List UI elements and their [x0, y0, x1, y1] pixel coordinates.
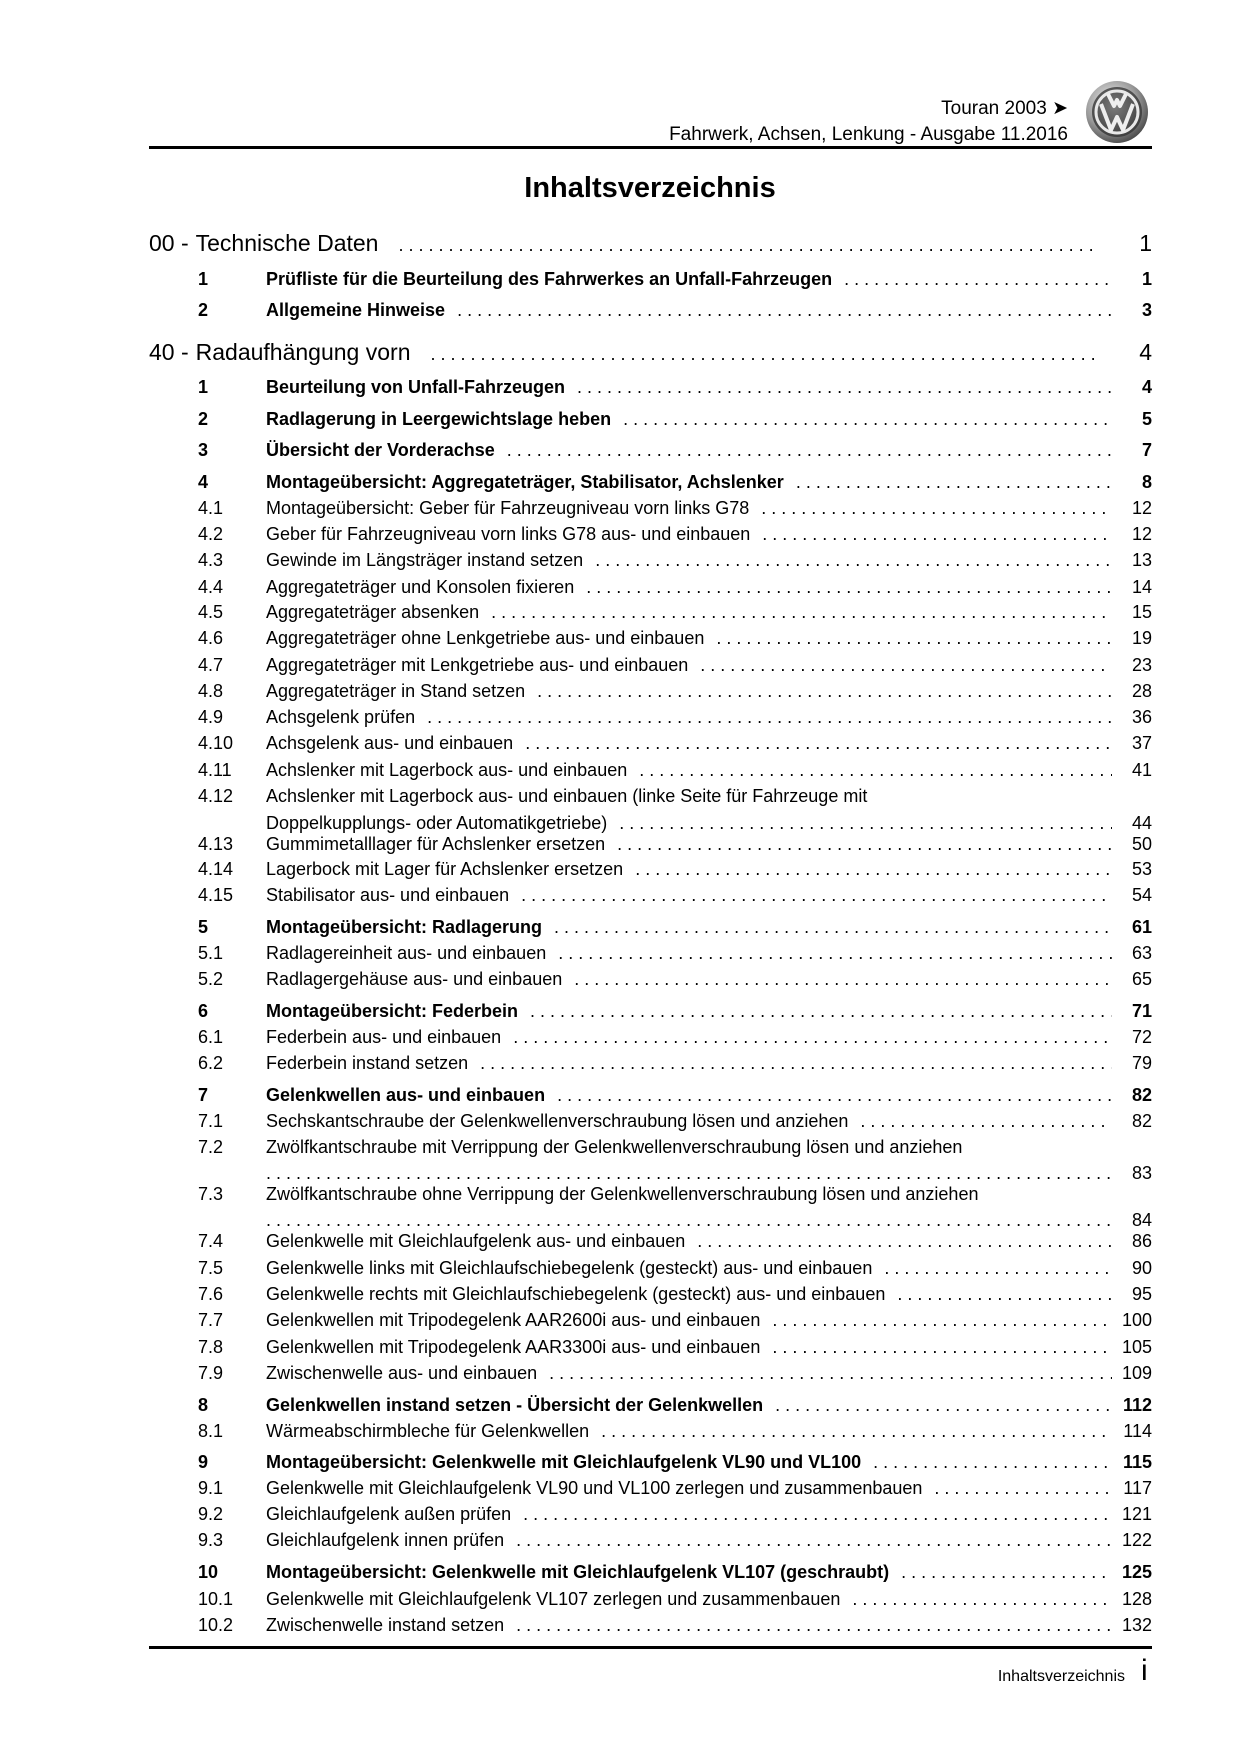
toc-subsection[interactable] [149, 1108, 1152, 1134]
toc-entry-number: 7.5 [198, 1258, 224, 1278]
toc-entry-title: Gewinde im Längsträger instand setzen [266, 550, 584, 570]
toc-entry-number: 4.9 [198, 707, 224, 727]
toc-subsection[interactable] [149, 521, 1152, 547]
toc-subsection[interactable] [149, 1024, 1152, 1050]
dot-leader [516, 1527, 1112, 1553]
dot-leader [860, 1108, 1112, 1134]
toc-entry-page: 83 [1131, 1163, 1152, 1183]
toc-entry-number: 4.11 [198, 760, 232, 780]
toc-subsection[interactable] [149, 940, 1152, 966]
toc-subsection[interactable] [149, 1360, 1152, 1386]
toc-entry-page: 41 [1131, 760, 1152, 780]
dot-leader [549, 1360, 1112, 1386]
toc-entry-number: 4.2 [198, 524, 224, 544]
toc-subsection[interactable] [149, 1281, 1152, 1307]
toc-entry-page: 4 [1139, 339, 1152, 365]
footer-section: Inhaltsverzeichnis [997, 1668, 1125, 1685]
toc-entry-number: 6.1 [198, 1027, 224, 1047]
toc-entry-title: Montageübersicht: Gelenkwelle mit Gleichlaufgelenk VL107 (geschraubt) [266, 1562, 890, 1582]
toc-entry-number: 5.2 [198, 969, 224, 989]
dot-leader [897, 1281, 1112, 1307]
dot-leader [761, 495, 1112, 521]
toc-entry-number: 40 - [149, 339, 189, 365]
dot-leader [716, 625, 1112, 651]
toc-entry-number: 7.9 [198, 1363, 224, 1383]
dot-leader [796, 469, 1112, 495]
toc-section[interactable] [149, 437, 1152, 463]
dot-leader [480, 1050, 1112, 1076]
toc-entry-number: 10 [198, 1562, 219, 1582]
toc-entry-title: Zwölfkantschraube mit Verrippung der Gelenkwellenverschraubung lösen und anziehen [266, 1137, 963, 1157]
toc-entry-title: Radlagerung in Leergewichtslage heben [266, 409, 612, 429]
toc-section[interactable] [149, 1559, 1152, 1585]
toc-entry-number: 4.4 [198, 577, 224, 597]
toc-subsection[interactable] [149, 966, 1152, 992]
toc-entry-title: Übersicht der Vorderachse [266, 440, 495, 460]
toc-entry-title: Aggregateträger und Konsolen fixieren [266, 577, 575, 597]
toc-entry-page: 14 [1131, 577, 1152, 597]
page-title: Inhaltsverzeichnis [524, 172, 776, 204]
toc-entry-title: Geber für Fahrzeugniveau vorn links G78 aus- und einbauen [266, 524, 751, 544]
footer-page-number: i [1141, 1654, 1148, 1687]
toc-entry-number: 1 [198, 269, 209, 289]
toc-entry-title: Gelenkwelle rechts mit Gleichlaufschiebegelenk (gesteckt) aus- und einbauen [266, 1284, 886, 1304]
toc-entry-title: Aggregateträger absenken [266, 602, 480, 622]
toc-entry-title: Radlagergehäuse aus- und einbauen [266, 969, 563, 989]
toc-entry-title: Aggregateträger mit Lenkgetriebe aus- und einbauen [266, 655, 689, 675]
dot-leader [601, 1418, 1112, 1444]
toc-subsection[interactable] [149, 831, 1152, 857]
toc-entry-page: 63 [1131, 943, 1152, 963]
toc-entry-title: Federbein aus- und einbauen [266, 1027, 502, 1047]
dot-leader [762, 521, 1112, 547]
toc-chapter[interactable] [149, 228, 1152, 258]
toc-entry-page: 12 [1131, 524, 1152, 544]
toc-entry-number: 3 [198, 440, 209, 460]
toc-section[interactable] [149, 374, 1152, 400]
toc-entry-title: Gelenkwelle mit Gleichlaufgelenk aus- und einbauen [266, 1231, 686, 1251]
toc-entry-title: Gelenkwelle mit Gleichlaufgelenk VL90 und VL100 zerlegen und zusammenbauen [266, 1478, 923, 1498]
toc-entry-number: 7.4 [198, 1231, 224, 1251]
toc-entry-title: Gelenkwellen mit Tripodegelenk AAR2600i aus- und einbauen [266, 1310, 761, 1330]
toc-section[interactable] [149, 1392, 1152, 1418]
toc-entry-number: 7.7 [198, 1310, 224, 1330]
toc-entry-number: 7.1 [198, 1111, 224, 1131]
toc-entry-number: 9.2 [198, 1504, 224, 1524]
toc-entry-page: 23 [1131, 655, 1152, 675]
toc-subsection[interactable] [149, 1586, 1152, 1612]
toc-entry-page: 12 [1131, 498, 1152, 518]
toc-entry-page: 37 [1131, 733, 1152, 753]
dot-leader [852, 1586, 1112, 1612]
toc-subsection[interactable] [149, 1255, 1152, 1281]
toc-entry-page: 5 [1141, 409, 1152, 429]
toc-entry-title: Prüfliste für die Beurteilung des Fahrwerkes an Unfall-Fahrzeugen [266, 269, 833, 289]
toc-entry-number: 4.1 [198, 498, 224, 518]
footer-rule [149, 1646, 1152, 1649]
toc-entry-title: Gelenkwellen mit Tripodegelenk AAR3300i aus- und einbauen [266, 1337, 761, 1357]
toc-entry-number: 4.10 [198, 733, 234, 753]
toc-entry-page: 71 [1131, 1001, 1152, 1021]
toc-entry-number: 9 [198, 1452, 209, 1472]
toc-entry-page: 105 [1121, 1337, 1152, 1357]
toc-entry-title: Zwölfkantschraube ohne Verrippung der Gelenkwellenverschraubung lösen und anziehen [266, 1184, 979, 1204]
dot-leader [557, 1082, 1112, 1108]
toc-entry-title: Gelenkwelle links mit Gleichlaufschiebegelenk (gesteckt) aus- und einbauen [266, 1258, 873, 1278]
dot-leader [901, 1559, 1112, 1585]
toc-entry-page: 125 [1121, 1562, 1152, 1582]
dot-leader [457, 297, 1112, 323]
toc-entry-title: Gummimetalllager für Achslenker ersetzen [266, 834, 606, 854]
dot-leader [537, 678, 1112, 704]
toc-entry-title: Aggregateträger ohne Lenkgetriebe aus- und einbauen [266, 628, 705, 648]
dot-leader [577, 374, 1112, 400]
toc-entry-page: 72 [1131, 1027, 1152, 1047]
toc-entry-number: 5.1 [198, 943, 224, 963]
toc-entry-page: 65 [1131, 969, 1152, 989]
toc-entry-title: Sechskantschraube der Gelenkwellenverschraubung lösen und anziehen [266, 1111, 849, 1131]
toc-entry-page: 44 [1131, 813, 1152, 833]
toc-entry-page: 79 [1131, 1053, 1152, 1073]
dot-leader [516, 1612, 1112, 1638]
toc-entry-number: 2 [198, 409, 209, 429]
toc-section[interactable] [149, 998, 1152, 1024]
toc-entry-number: 7 [198, 1085, 209, 1105]
toc-entry-title: Radlagereinheit aus- und einbauen [266, 943, 547, 963]
toc-subsection[interactable] [149, 1307, 1152, 1333]
toc-entry-number: 9.1 [198, 1478, 224, 1498]
toc-entry-title: Allgemeine Hinweise [266, 300, 446, 320]
toc-subsection[interactable] [149, 599, 1152, 625]
toc-entry-number: 4.6 [198, 628, 224, 648]
toc-entry-page: 117 [1123, 1478, 1152, 1498]
toc-entry-page: 13 [1131, 550, 1152, 570]
toc-entry-page: 109 [1121, 1363, 1152, 1383]
toc-subsection[interactable] [149, 574, 1152, 600]
toc-subsection[interactable] [149, 730, 1152, 756]
dot-leader [554, 914, 1112, 940]
toc-entry-number: 4.3 [198, 550, 224, 570]
toc-entry-page: 36 [1131, 707, 1152, 727]
toc-entry-number: 4.7 [198, 655, 224, 675]
dot-leader [398, 230, 1096, 260]
toc-entry-title: Achsgelenk aus- und einbauen [266, 733, 514, 753]
toc-subsection[interactable] [149, 856, 1152, 882]
dot-leader [934, 1475, 1112, 1501]
toc-entry-number: 4.13 [198, 834, 234, 854]
dot-leader [873, 1449, 1112, 1475]
toc-subsection[interactable] [149, 625, 1152, 651]
toc-entry-page: 114 [1123, 1421, 1152, 1441]
toc-entry-title: Federbein instand setzen [266, 1053, 469, 1073]
toc-entry-title: Gleichlaufgelenk innen prüfen [266, 1530, 505, 1550]
toc-entry-number: 4.14 [198, 859, 234, 879]
toc-entry-page: 132 [1121, 1615, 1152, 1635]
toc-entry-page: 100 [1121, 1310, 1152, 1330]
toc-subsection[interactable] [149, 495, 1152, 521]
toc-entry-title: Gelenkwellen aus- und einbauen [266, 1085, 546, 1105]
toc-entry-number: 4.12 [198, 786, 234, 806]
toc-entry-page: 53 [1131, 859, 1152, 879]
toc-subsection[interactable] [149, 1418, 1152, 1444]
toc-entry-title: Gelenkwellen instand setzen - Übersicht der Gelenkwellen [266, 1395, 764, 1415]
toc-entry-number: 7.6 [198, 1284, 224, 1304]
toc-entry-title: Montageübersicht: Geber für Fahrzeugniveau vorn links G78 [266, 498, 750, 518]
header-model: Touran 2003 ➤ [941, 98, 1068, 119]
toc-entry-page: 82 [1131, 1085, 1152, 1105]
toc-entry-number: 1 [198, 377, 209, 397]
toc-entry-page: 84 [1131, 1210, 1152, 1230]
toc-entry-title: Beurteilung von Unfall-Fahrzeugen [266, 377, 566, 397]
dot-leader [884, 1255, 1112, 1281]
toc-entry-page: 7 [1141, 440, 1152, 460]
toc-entry-title: Montageübersicht: Aggregateträger, Stabilisator, Achslenker [266, 472, 784, 492]
toc-entry-number: 6.2 [198, 1053, 224, 1073]
toc-subsection[interactable] [149, 1475, 1152, 1501]
toc-entry-title: Lagerbock mit Lager für Achslenker ersetzen [266, 859, 624, 879]
dot-leader [772, 1334, 1112, 1360]
toc-entry-page: 82 [1131, 1111, 1152, 1131]
toc-entry-page: 54 [1131, 885, 1152, 905]
toc-section[interactable] [149, 406, 1152, 432]
toc-entry-number: 10.2 [198, 1615, 234, 1635]
toc-entry-page: 61 [1131, 917, 1152, 937]
toc-entry-number: 4.5 [198, 602, 224, 622]
toc-entry-title: Radaufhängung vorn [195, 339, 411, 365]
toc-entry-number: 5 [198, 917, 209, 937]
toc-entry-page: 19 [1131, 628, 1152, 648]
toc-entry-page: 115 [1122, 1452, 1152, 1472]
toc-section[interactable] [149, 297, 1152, 323]
toc-entry-page: 121 [1121, 1504, 1152, 1524]
toc-entry-page: 3 [1141, 300, 1152, 320]
toc-entry-number: 4.15 [198, 885, 234, 905]
toc-entry-title: Gelenkwelle mit Gleichlaufgelenk VL107 zerlegen und zusammenbauen [266, 1589, 841, 1609]
dot-leader [623, 406, 1112, 432]
toc-subsection[interactable] [149, 1050, 1152, 1076]
dot-leader [635, 856, 1112, 882]
header-subtitle: Fahrwerk, Achsen, Lenkung - Ausgabe 11.2016 [669, 124, 1068, 145]
toc-subsection[interactable] [149, 757, 1152, 783]
toc-entry-page: 128 [1121, 1589, 1152, 1609]
dot-leader [697, 1228, 1112, 1254]
toc-subsection[interactable] [149, 678, 1152, 704]
toc-section[interactable] [149, 914, 1152, 940]
toc-entry-page: 50 [1131, 834, 1152, 854]
dot-leader [574, 966, 1112, 992]
toc-entry-page: 1 [1139, 230, 1152, 256]
toc-entry-title: Zwischenwelle aus- und einbauen [266, 1363, 538, 1383]
toc-entry-title: Zwischenwelle instand setzen [266, 1615, 505, 1635]
toc-entry-title: Achsgelenk prüfen [266, 707, 416, 727]
dot-leader [430, 339, 1096, 369]
toc-entry-title: Achslenker mit Lagerbock aus- und einbauen [266, 760, 628, 780]
toc-subsection[interactable] [149, 1612, 1152, 1638]
toc-entry-page: 4 [1141, 377, 1152, 397]
dot-leader [775, 1392, 1112, 1418]
dot-leader [617, 831, 1112, 857]
toc-entry-page: 28 [1131, 681, 1152, 701]
toc-subsection[interactable] [149, 704, 1152, 730]
toc-entry-title: Wärmeabschirmbleche für Gelenkwellen [266, 1421, 590, 1441]
toc-entry-number: 8.1 [198, 1421, 224, 1441]
toc-subsection[interactable] [149, 882, 1152, 908]
toc-section[interactable] [149, 469, 1152, 495]
toc-entry-title: Montageübersicht: Federbein [266, 1001, 519, 1021]
dot-leader [525, 730, 1112, 756]
toc-entry-number: 4 [198, 472, 209, 492]
toc-entry-number: 00 - [149, 230, 189, 256]
dot-leader [558, 940, 1112, 966]
toc-entry-title: Technische Daten [195, 230, 379, 256]
toc-entry-page: 122 [1121, 1530, 1152, 1550]
toc-entry-page: 8 [1141, 472, 1152, 492]
toc-entry-title: Montageübersicht: Gelenkwelle mit Gleichlaufgelenk VL90 und VL100 [266, 1452, 862, 1472]
toc-entry-title-continued: Doppelkupplungs- oder Automatikgetriebe) [266, 813, 608, 833]
toc-entry-title: Aggregateträger in Stand setzen [266, 681, 526, 701]
toc-entry-number: 10.1 [198, 1589, 234, 1609]
dot-leader [700, 652, 1112, 678]
toc-entry-title: Achslenker mit Lagerbock aus- und einbauen (linke Seite für Fahrzeuge mit [266, 786, 868, 806]
dot-leader [639, 757, 1112, 783]
toc-entry-number: 7.8 [198, 1337, 224, 1357]
toc-entry-page: 95 [1131, 1284, 1152, 1304]
toc-subsection[interactable] [149, 652, 1152, 678]
toc-entry-page: 86 [1131, 1231, 1152, 1251]
toc-entry-page: 112 [1122, 1395, 1152, 1415]
toc-subsection[interactable] [149, 1134, 1152, 1160]
dot-leader [595, 547, 1112, 573]
dot-leader [523, 1501, 1112, 1527]
toc-section[interactable] [149, 1082, 1152, 1108]
toc-subsection[interactable] [149, 783, 1152, 809]
toc-subsection[interactable] [149, 1228, 1152, 1254]
toc-entry-page: 90 [1131, 1258, 1152, 1278]
dot-leader [844, 266, 1112, 292]
toc-subsection[interactable] [149, 1181, 1152, 1207]
toc-entry-title: Gleichlaufgelenk außen prüfen [266, 1504, 512, 1524]
toc-entry-number: 7.3 [198, 1184, 224, 1204]
toc-subsection[interactable] [149, 547, 1152, 573]
toc-entry-number: 4.8 [198, 681, 224, 701]
toc-entry-number: 7.2 [198, 1137, 224, 1157]
dot-leader [530, 998, 1112, 1024]
dot-leader [772, 1307, 1112, 1333]
toc-entry-page: 1 [1141, 269, 1152, 289]
dot-leader [586, 574, 1112, 600]
toc-entry-title: Montageübersicht: Radlagerung [266, 917, 543, 937]
toc-entry-page: 15 [1131, 602, 1152, 622]
dot-leader [491, 599, 1112, 625]
toc-section[interactable] [149, 1449, 1152, 1475]
toc-entry-number: 2 [198, 300, 209, 320]
toc-subsection[interactable] [149, 1334, 1152, 1360]
toc-subsection[interactable] [149, 1527, 1152, 1553]
toc-section[interactable] [149, 266, 1152, 292]
toc-chapter[interactable] [149, 337, 1152, 367]
dot-leader [513, 1024, 1112, 1050]
dot-leader [521, 882, 1112, 908]
dot-leader [507, 437, 1112, 463]
toc-entry-number: 9.3 [198, 1530, 224, 1550]
toc-subsection[interactable] [149, 1501, 1152, 1527]
dot-leader [427, 704, 1112, 730]
toc-entry-number: 8 [198, 1395, 209, 1415]
toc-entry-title: Stabilisator aus- und einbauen [266, 885, 510, 905]
toc-entry-number: 6 [198, 1001, 209, 1021]
